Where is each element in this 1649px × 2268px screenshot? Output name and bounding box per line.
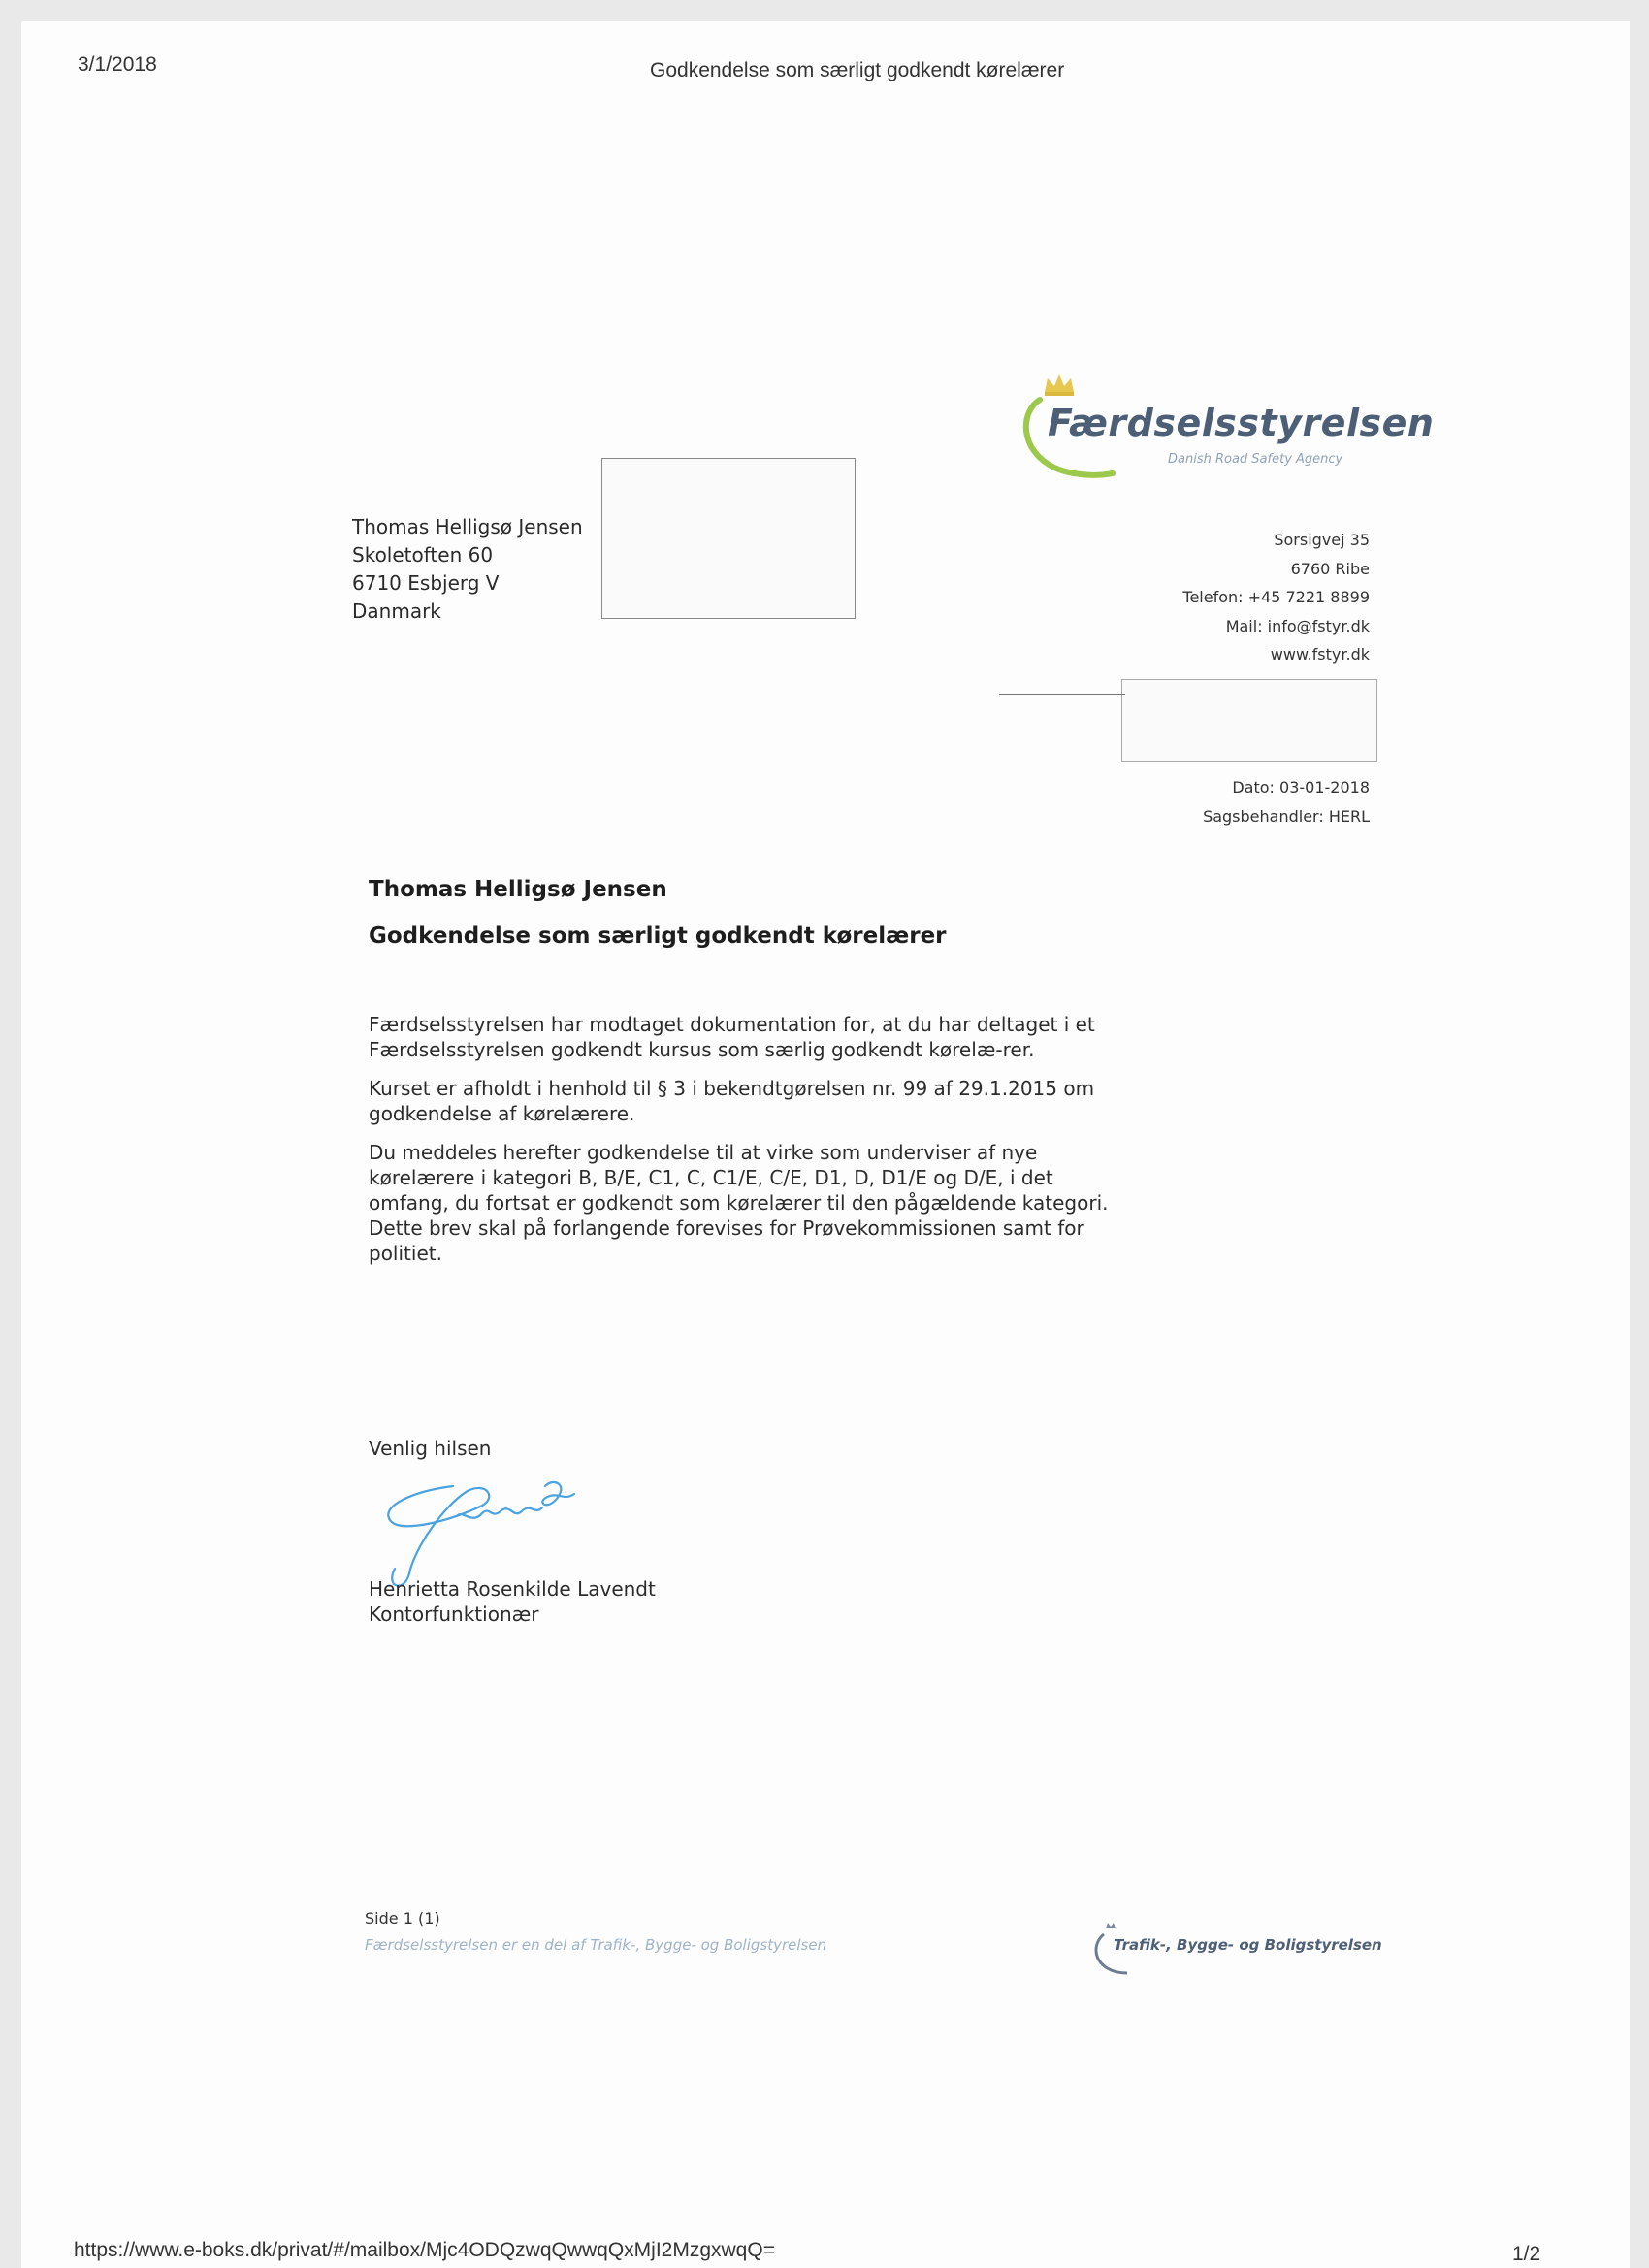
letter-body: [369, 1012, 1130, 1280]
sender-line: Sorsigvej 35: [1274, 531, 1370, 549]
print-title: Godkendelse som særligt godkendt kørelærer: [650, 59, 1065, 81]
signer-name: Henrietta Rosenkilde Lavendt: [369, 1577, 656, 1601]
print-page: 1/2: [1512, 2243, 1541, 2265]
body-paragraph: Færdselsstyrelsen har modtaget dokumentation for, at du har deltaget i et Færdselsstyrelsen godkendt kursus som særlig godkendt kørelæ-rer.: [369, 1013, 1095, 1061]
letter-page: [21, 21, 1630, 2268]
redacted-box: [601, 458, 856, 619]
logo-name: Færdselsstyrelsen: [1048, 402, 1435, 444]
sender-line: Telefon: +45 7221 8899: [1182, 588, 1370, 606]
signer: [369, 1576, 656, 1627]
redacted-box: [1121, 679, 1377, 762]
body-paragraph: Du meddeles herefter godkendelse til at virke som underviser af nye kørelærere i kategori B, B/E, C1, C, C1/E, C/E, D1, D, D1/E og D/E, i det omfang, du fortsat er godkendt som kørelærer til den pågældende kategori. Dette brev skal på forlangende forevises for Prøvekommissionen samt for politiet.: [369, 1141, 1109, 1265]
letter-date: Dato: 03-01-2018: [1232, 778, 1370, 796]
print-date: 3/1/2018: [78, 53, 157, 76]
letter-meta: [1203, 773, 1370, 830]
address-line: 6710 Esbjerg V: [352, 571, 500, 595]
sender-address: [1182, 526, 1370, 669]
sender-line: www.fstyr.dk: [1270, 645, 1370, 664]
address-line: Danmark: [352, 599, 441, 623]
logo-subtitle: Danish Road Safety Agency: [1168, 452, 1343, 467]
page-number: Side 1 (1): [365, 1909, 440, 1928]
body-paragraph: Kurset er afholdt i henhold til § 3 i bekendtgørelsen nr. 99 af 29.1.2015 om godkendelse af kørelærere.: [369, 1077, 1095, 1125]
closing: Venlig hilsen: [369, 1437, 492, 1460]
case-handler: Sagsbehandler: HERL: [1203, 806, 1370, 826]
address-line: Skoletoften 60: [352, 543, 494, 567]
signature: [375, 1467, 598, 1593]
divider: [999, 694, 1125, 695]
recipient-address: [352, 513, 583, 626]
parent-agency-name: Trafik-, Bygge- og Boligstyrelsen: [1114, 1936, 1382, 1954]
address-line: Thomas Helligsø Jensen: [352, 515, 583, 538]
footer-note: Færdselsstyrelsen er en del af Trafik-, Bygge- og Boligstyrelsen: [365, 1936, 827, 1954]
letter-subject: Godkendelse som særligt godkendt kørelærer: [369, 923, 947, 949]
letter-recipient-name: Thomas Helligsø Jensen: [369, 877, 667, 902]
sender-line: Mail: info@fstyr.dk: [1225, 616, 1370, 635]
signer-title: Kontorfunktionær: [369, 1603, 539, 1626]
agency-logo: [1001, 343, 1435, 489]
print-url: https://www.e-boks.dk/privat/#/mailbox/Mjc4ODQzwqQwwqQxMjI2MzgxwqQ=: [74, 2239, 775, 2261]
parent-agency-logo: [1088, 1923, 1382, 1981]
sender-line: 6760 Ribe: [1290, 559, 1370, 578]
